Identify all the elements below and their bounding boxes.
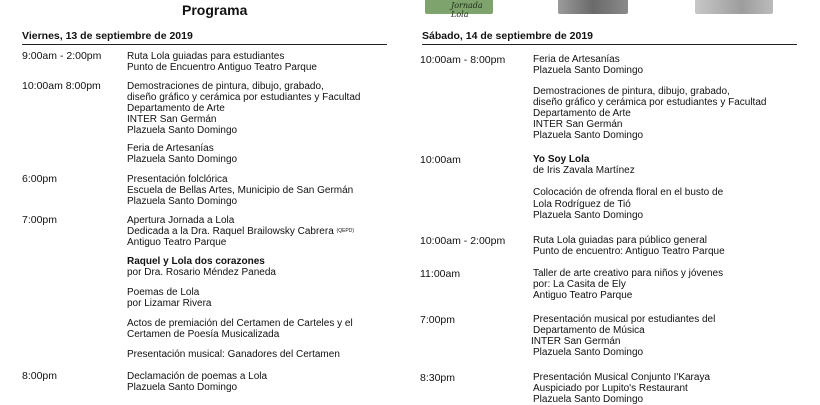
friday-line: Plazuela Santo Domingo xyxy=(127,196,238,207)
saturday-line: Plazuela Santo Domingo xyxy=(533,394,644,405)
saturday-time-4: 11:00am xyxy=(420,268,461,280)
friday-line: Apertura Jornada a Lola xyxy=(127,215,235,226)
saturday-line: por: La Casita de Ely xyxy=(533,279,626,290)
friday-line: Plazuela Santo Domingo xyxy=(127,125,238,136)
friday-line: por Dra. Rosario Méndez Paneda xyxy=(127,267,276,278)
friday-line: Poemas de Lola xyxy=(127,287,200,298)
friday-line: Escuela de Bellas Artes, Municipio de San Germán xyxy=(127,185,354,196)
saturday-line: Lola Rodríguez de Tió xyxy=(533,199,631,210)
friday-heading: Viernes, 13 de septiembre de 2019 xyxy=(22,30,193,42)
saturday-line: Demostraciones de pintura, dibujo, grabado, xyxy=(533,86,730,97)
saturday-line: Ruta Lola guiadas para público general xyxy=(533,235,708,246)
saturday-highlight: Yo Soy Lola xyxy=(533,154,590,165)
saturday-time-3: 10:00am - 2:00pm xyxy=(420,235,506,247)
friday-time-3: 6:00pm xyxy=(22,173,58,185)
friday-line: Antiguo Teatro Parque xyxy=(127,237,227,248)
friday-highlight: Raquel y Lola dos corazones xyxy=(127,256,265,267)
friday-line: Demostraciones de pintura, dibujo, grabado, xyxy=(127,81,324,92)
saturday-time-5: 7:00pm xyxy=(420,314,456,326)
saturday-line: Plazuela Santo Domingo xyxy=(533,130,644,141)
friday-line: Punto de Encuentro Antiguo Teatro Parque xyxy=(127,62,317,73)
friday-line: Presentación folclórica xyxy=(127,174,228,185)
saturday-line: de Iris Zavala Martínez xyxy=(533,165,635,176)
logo-caption: Jornada Lola xyxy=(451,1,483,19)
friday-line: diseño gráfico y cerámica por estudiantes y Facultad xyxy=(127,92,361,103)
saturday-time-1: 10:00am - 8:00pm xyxy=(420,54,506,66)
event-photo-2 xyxy=(695,0,773,14)
friday-line: Ruta Lola guiadas para estudiantes xyxy=(127,51,285,62)
saturday-line: Plazuela Santo Domingo xyxy=(533,65,644,76)
friday-line: INTER San Germán xyxy=(127,114,217,125)
saturday-line: Antiguo Teatro Parque xyxy=(533,290,633,301)
friday-line: Actos de premiación del Certamen de Carteles y el xyxy=(127,318,353,329)
friday-line: Presentación musical: Ganadores del Certamen xyxy=(127,349,340,360)
friday-line: Departamento de Arte xyxy=(127,103,225,114)
friday-line: Certamen de Poesía Musicalizada xyxy=(127,329,280,340)
saturday-line: diseño gráfico y cerámica por estudiantes y Facultad xyxy=(533,97,767,108)
friday-time-1: 9:00am - 2:00pm xyxy=(22,50,102,62)
friday-line: Plazuela Santo Domingo xyxy=(127,154,238,165)
saturday-line: INTER San Germán xyxy=(531,336,621,347)
saturday-line: Taller de arte creativo para niños y jóvenes xyxy=(533,268,724,279)
friday-time-5: 8:00pm xyxy=(22,370,58,382)
qepd-note: (QEPD) xyxy=(336,228,355,234)
saturday-line: Colocación de ofrenda floral en el busto de xyxy=(533,187,724,198)
friday-time-4: 7:00pm xyxy=(22,214,58,226)
saturday-line: Presentación Musical Conjunto I'Karaya xyxy=(533,372,711,383)
event-photo-1 xyxy=(558,0,628,14)
saturday-line: Punto de encuentro: Antiguo Teatro Parque xyxy=(533,246,725,257)
friday-line: Declamación de poemas a Lola xyxy=(127,371,268,382)
saturday-line: Departamento de Música xyxy=(533,325,645,336)
dedication-text: Dedicada a la Dra. Raquel Brailowsky Cabrera xyxy=(127,226,334,238)
saturday-line: Plazuela Santo Domingo xyxy=(533,210,644,221)
saturday-line: Presentación musical por estudiantes del xyxy=(533,314,716,325)
saturday-line: Auspiciado por Lupito's Restaurant xyxy=(533,383,688,394)
friday-line: Plazuela Santo Domingo xyxy=(127,382,238,393)
friday-line-dedication xyxy=(127,226,354,237)
saturday-divider xyxy=(422,44,797,45)
saturday-line: Plazuela Santo Domingo xyxy=(533,347,644,358)
event-logo-image xyxy=(425,0,493,19)
saturday-time-6: 8:30pm xyxy=(420,372,456,384)
friday-time-2: 10:00am 8:00pm xyxy=(22,80,101,92)
friday-divider xyxy=(22,44,387,45)
friday-line: por Lizamar Rivera xyxy=(127,298,212,309)
saturday-line: Departamento de Arte xyxy=(533,108,631,119)
saturday-line: INTER San Germán xyxy=(533,119,623,130)
saturday-heading: Sábado, 14 de septiembre de 2019 xyxy=(422,30,593,42)
page-title: Programa xyxy=(182,2,248,18)
saturday-line: Feria de Artesanías xyxy=(533,54,620,65)
saturday-time-2: 10:00am xyxy=(420,154,461,166)
friday-line: Feria de Artesanías xyxy=(127,143,214,154)
